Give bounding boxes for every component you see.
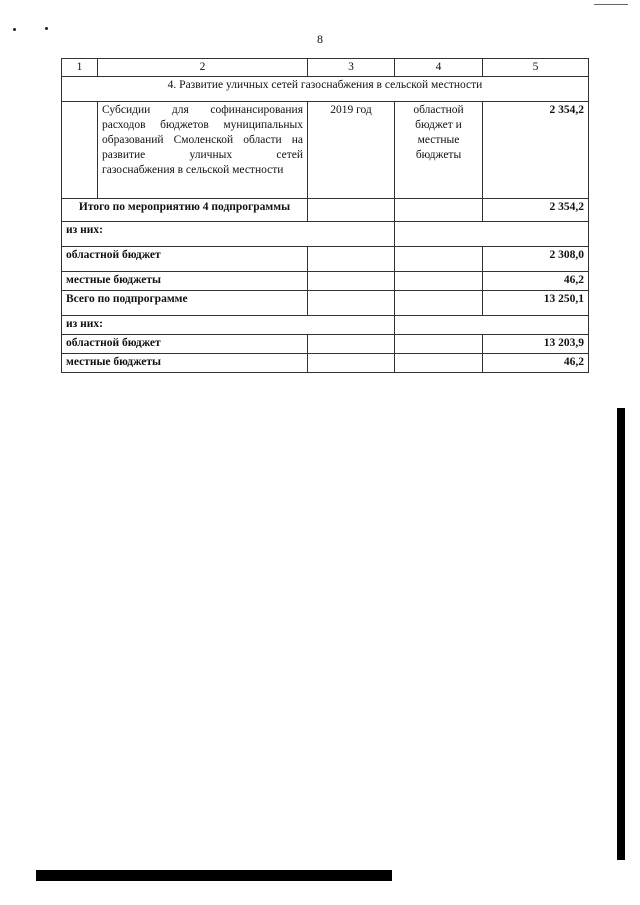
table-row	[62, 247, 589, 272]
column-header: 1	[62, 59, 98, 77]
description-line: Субсидии для софинансирования	[102, 104, 303, 116]
column-header: 4	[395, 59, 483, 77]
budget-table	[61, 58, 589, 373]
empty-cell	[395, 354, 483, 373]
scan-dot	[13, 28, 16, 31]
empty-cell	[308, 272, 395, 291]
source-line: бюджеты	[415, 149, 462, 161]
empty-cell	[308, 335, 395, 354]
description-line: образований Смоленской области на	[102, 134, 303, 146]
description-line: развитие уличных сетей	[102, 149, 303, 161]
source-line: областной	[413, 104, 464, 116]
row-label: местные бюджеты	[62, 272, 308, 291]
empty-cell	[308, 291, 395, 316]
column-header: 5	[483, 59, 589, 77]
row-amount: 2 354,2	[483, 199, 589, 222]
table-row	[62, 291, 589, 316]
description-line: расходов бюджетов муниципальных	[102, 119, 303, 131]
description-line: газоснабжения в сельской местности	[102, 164, 284, 176]
empty-cell	[395, 272, 483, 291]
table-header-row	[62, 59, 589, 77]
section-title: 4. Развитие уличных сетей газоснабжения в сельской местности	[62, 77, 589, 102]
row-amount: 13 203,9	[483, 335, 589, 354]
row-label: из них:	[62, 316, 395, 335]
table-row	[62, 354, 589, 373]
empty-cell	[395, 335, 483, 354]
item-source	[395, 102, 483, 199]
item-period: 2019 год	[308, 102, 395, 199]
empty-cell	[308, 199, 395, 222]
scan-edge-mark	[617, 408, 625, 860]
row-amount: 13 250,1	[483, 291, 589, 316]
source-line: бюджет и	[415, 119, 462, 131]
empty-cell	[395, 316, 589, 335]
empty-cell	[62, 102, 98, 199]
row-label: областной бюджет	[62, 335, 308, 354]
row-amount: 46,2	[483, 354, 589, 373]
row-amount: 46,2	[483, 272, 589, 291]
empty-cell	[308, 354, 395, 373]
empty-cell	[395, 199, 483, 222]
table-row	[62, 222, 589, 247]
section-row	[62, 77, 589, 102]
source-line: местные	[417, 134, 460, 146]
row-label: местные бюджеты	[62, 354, 308, 373]
scan-edge-mark	[594, 4, 628, 5]
page-number: 8	[317, 32, 323, 46]
row-label: Итого по мероприятию 4 подпрограммы	[62, 199, 308, 222]
table-row	[62, 102, 589, 199]
table-row	[62, 335, 589, 354]
item-description	[98, 102, 308, 199]
scan-dot	[45, 27, 48, 30]
table-row	[62, 199, 589, 222]
empty-cell	[395, 291, 483, 316]
row-amount: 2 308,0	[483, 247, 589, 272]
empty-cell	[308, 247, 395, 272]
table-row	[62, 316, 589, 335]
empty-cell	[395, 222, 589, 247]
empty-cell	[395, 247, 483, 272]
column-header: 3	[308, 59, 395, 77]
row-label: из них:	[62, 222, 395, 247]
scan-bottom-bar	[36, 870, 392, 881]
column-header: 2	[98, 59, 308, 77]
table-row	[62, 272, 589, 291]
row-label: Всего по подпрограмме	[62, 291, 308, 316]
item-amount: 2 354,2	[483, 102, 589, 199]
row-label: областной бюджет	[62, 247, 308, 272]
